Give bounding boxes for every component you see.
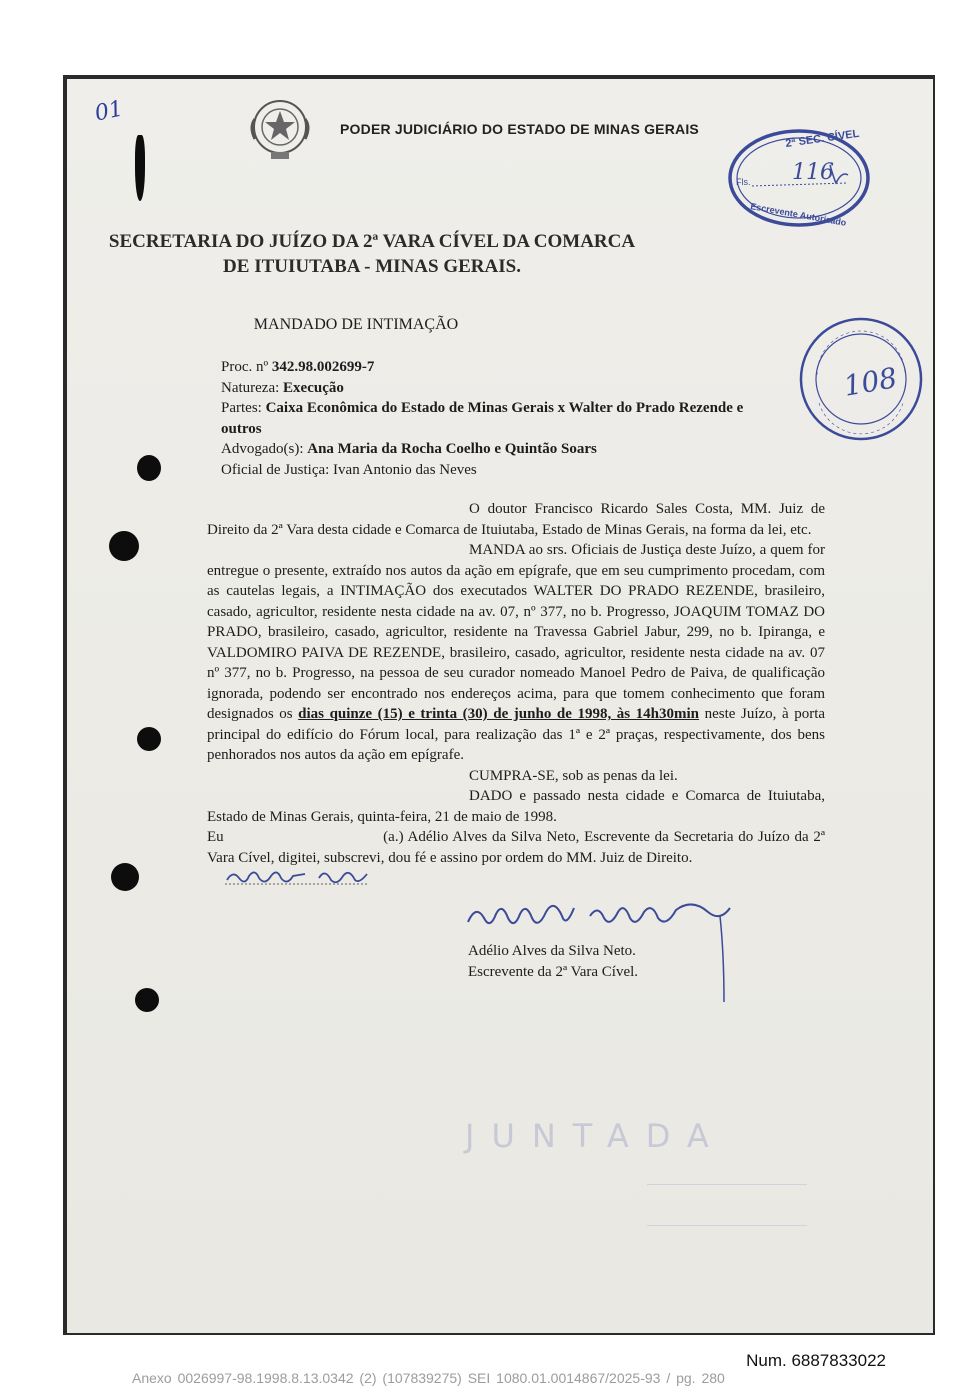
dado-paragraph: DADO e passado nesta cidade e Comarca de Ituiutaba, Estado de Minas Gerais, quinta-feira, 21 de maio de 1998. [207,788,825,825]
scanned-page [67,79,933,1333]
stamp-top-text: 2ª SEC. CÍVEL [784,127,861,150]
faded-stamp-lines [647,1184,807,1226]
opening-paragraph: O doutor Francisco Ricardo Sales Costa, MM. Juiz de Direito da 2ª Vara desta cidade e Comarca de Ituiutaba, Estado de Minas Gerais, na forma da lei, etc. [207,501,825,538]
mandado-body [207,499,825,868]
document-number: Num. 6887833022 [746,1351,886,1370]
oficial-label: Oficial de Justiça: [221,461,330,478]
punch-hole [135,135,145,201]
partes-value: Caixa Econômica do Estado de Minas Gerais x Walter do Prado Rezende e [265,400,744,416]
oficial-row [221,460,871,481]
eu-prefix: Eu [207,829,224,845]
punch-hole [111,863,139,891]
punch-hole [109,531,139,561]
subscription-text: (a.) Adélio Alves da Silva Neto, Escrevente da Secretaria do Juízo da 2ª Vara Cível, digitei, subscrevi, dou fé e assino por ordem do MM. Juiz de Direito. [207,829,825,866]
footer-reference: Anexo 0026997-98.1998.8.13.0342 (2) (107839275) SEI 1080.01.0014867/2025-93 / pg. 280 [132,1370,725,1386]
advogados-row [221,439,871,460]
stamp-fls-handwritten: 116 [792,160,834,185]
order-text-end: neste Juízo, à porta principal do edifício do Fórum local, para realização das 1ª e 2ª praças, respectivamente, dos bens penhorados nos autos da ação em epígrafe. [207,706,826,763]
partes-label: Partes: [221,400,262,416]
stamp-bottom-text: Escrevente Autorizado [749,201,848,228]
stamp-handwritten-number: 108 [841,361,900,403]
natureza-value: Execução [283,379,344,396]
document-type-title: MANDADO DE INTIMAÇÃO [253,316,459,333]
stamp-fls-label: Fls. [736,177,751,187]
partes-value-cont: outros [221,420,262,437]
partes-row [221,398,871,419]
signatory-name: Adélio Alves da Silva Neto. [468,943,636,959]
order-text: MANDA ao srs. Oficiais de Justiça deste Juízo, a quem for entregue o presente, extraído nos autos da ação em epígrafe, que em seu cumprimento procedam, com as cautelas legais, a INTIMAÇÃO dos executados WALTER DO PRADO REZENDE, brasileiro, casado, agricultor, residente nesta cidade na av. 07, nº 377, no b. Progresso, JOAQUIM TOMAZ DO PRADO, brasileiro, casado, agricultor, residente na Travessa Gabriel Jabur, 299, no b. Ipiranga, e VALDOMIRO PAIVA DE REZENDE, brasileiro, casado, agricultor, residente nesta cidade na av. 07 nº 377, no b. Progresso, na pessoa de seu curador nomeado Manoel Pedro de Paiva, de qualificação ignorada, podendo ser encontrado nos endereços acima, para que tomem conhecimento que foram designados os [207,542,825,722]
proc-label: Proc. nº [221,359,269,375]
juntada-faded-stamp: JUNTADA [465,1117,726,1155]
heading-line-2: DE ITUIUTABA - MINAS GERAIS. [223,256,521,277]
signatory-block [468,941,638,982]
partes-row-cont [221,419,871,440]
handwritten-folio-number: 01 [92,96,126,127]
advogados-value: Ana Maria da Rocha Coelho e Quintão Soars [307,441,597,457]
inline-handwritten-signature [219,862,409,892]
natureza-row [221,378,871,399]
cumpra-se-line: CUMPRA-SE, sob as penas da lei. [469,767,678,784]
institution-header: PODER JUDICIÁRIO DO ESTADO DE MINAS GERAIS [340,121,699,137]
signatory-role: Escrevente da 2ª Vara Cível. [468,963,639,980]
order-paragraph [207,540,825,766]
hearing-dates: dias quinze (15) e trinta (30) de junho de 1998, às 14h30min [298,706,700,722]
secretaria-civel-stamp [722,123,872,233]
proc-row [221,357,871,378]
oficial-value: Ivan Antonio das Neves [333,461,477,478]
proc-number: 342.98.002699-7 [271,359,375,375]
punch-hole [137,727,161,751]
punch-hole [135,988,159,1012]
process-metadata [221,357,871,480]
heading-line-1: SECRETARIA DO JUÍZO DA 2ª VARA CÍVEL DA COMARCA [108,231,636,252]
coat-of-arms-emblem [247,91,313,163]
natureza-label: Natureza: [221,379,280,396]
advogados-label: Advogado(s): [221,441,304,457]
punch-hole [137,455,161,481]
